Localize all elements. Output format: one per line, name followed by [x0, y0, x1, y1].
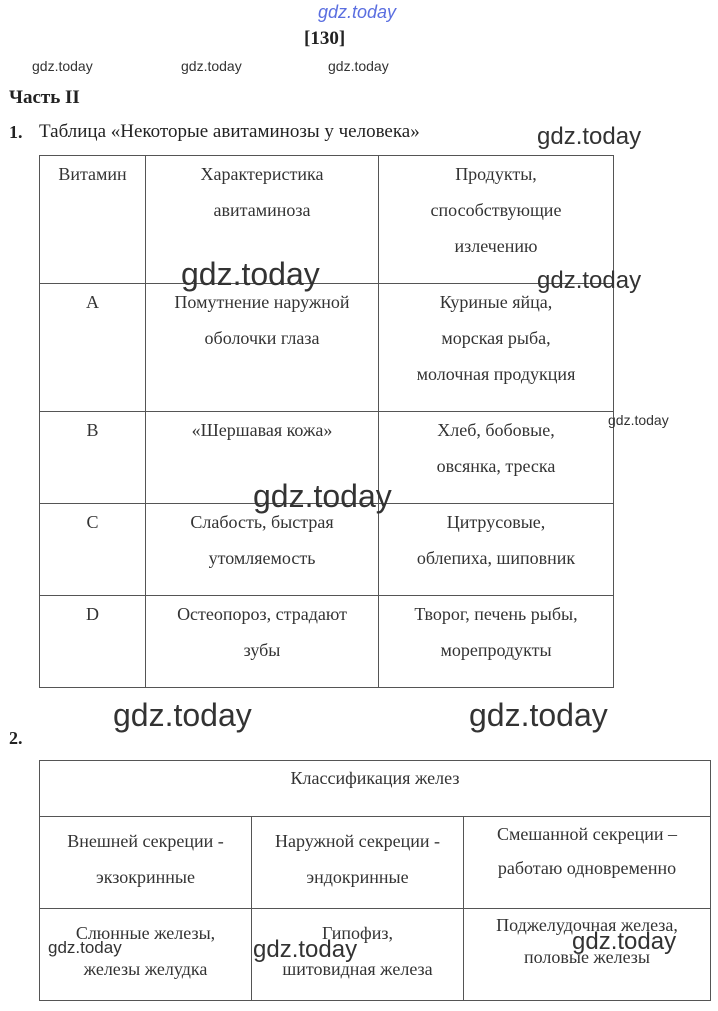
- header-characteristic: Характеристика авитаминоза: [146, 156, 379, 284]
- watermark: gdz.today: [113, 697, 252, 733]
- symptom-cell: Остеопороз, страдают зубы: [146, 596, 379, 688]
- table-header-row: [40, 761, 711, 817]
- vitamin-cell: D: [40, 596, 146, 688]
- watermark: gdz.today: [32, 58, 93, 74]
- question-title: Таблица «Некоторые авитаминозы у человека»: [39, 121, 420, 142]
- glands-classification-table: [39, 760, 711, 1001]
- vitamin-cell: B: [40, 412, 146, 504]
- category-endocrine: Наружной секреции - эндокринные: [252, 817, 464, 909]
- symptom-cell: Слабость, быстрая утомляемость: [146, 504, 379, 596]
- examples-mixed: Поджелудочная железа, половые железы: [464, 909, 711, 1001]
- category-exocrine: Внешней секреции - экзокринные: [40, 817, 252, 909]
- foods-cell: Хлеб, бобовые, овсянка, треска: [379, 412, 614, 504]
- page-number: [130]: [304, 28, 346, 49]
- watermark: gdz.today: [253, 936, 358, 963]
- part-title: Часть II: [9, 87, 80, 108]
- vitamin-cell: C: [40, 504, 146, 596]
- watermark: gdz.today: [572, 928, 677, 955]
- question-number: 1.: [9, 122, 23, 142]
- avitaminosis-table: [39, 155, 614, 688]
- table-row: [40, 504, 614, 596]
- header-products: Продукты, способствующие излечению: [379, 156, 614, 284]
- category-mixed: Смешанной секреции – работаю одновременно: [464, 817, 711, 909]
- symptom-cell: «Шершавая кожа»: [146, 412, 379, 504]
- watermark: gdz.today: [253, 478, 392, 514]
- table-row: [40, 284, 614, 412]
- watermark: gdz.today: [181, 256, 320, 292]
- watermark: gdz.today: [328, 58, 389, 74]
- table-header-row: [40, 156, 614, 284]
- watermark: gdz.today: [469, 697, 608, 733]
- examples-endocrine: Гипофиз, шитовидная железа: [252, 909, 464, 1001]
- watermark: gdz.today: [537, 267, 642, 294]
- watermark: gdz.today: [537, 123, 642, 150]
- classification-title: Классификация желез: [40, 761, 711, 817]
- header-vitamin: Витамин: [40, 156, 146, 284]
- vitamin-cell: A: [40, 284, 146, 412]
- foods-cell: Творог, печень рыбы, морепродукты: [379, 596, 614, 688]
- watermark: gdz.today: [608, 412, 669, 428]
- examples-exocrine: Слюнные железы, железы желудка: [40, 909, 252, 1001]
- table-row: [40, 817, 711, 909]
- foods-cell: Куриные яйца, морская рыба, молочная продукция: [379, 284, 614, 412]
- watermark: gdz.today: [181, 58, 242, 74]
- foods-cell: Цитрусовые, облепиха, шиповник: [379, 504, 614, 596]
- watermark-top: gdz.today: [318, 2, 397, 22]
- watermark: gdz.today: [48, 938, 122, 957]
- symptom-cell: Помутнение наружной оболочки глаза: [146, 284, 379, 412]
- question-number: 2.: [9, 728, 23, 748]
- table-row: [40, 596, 614, 688]
